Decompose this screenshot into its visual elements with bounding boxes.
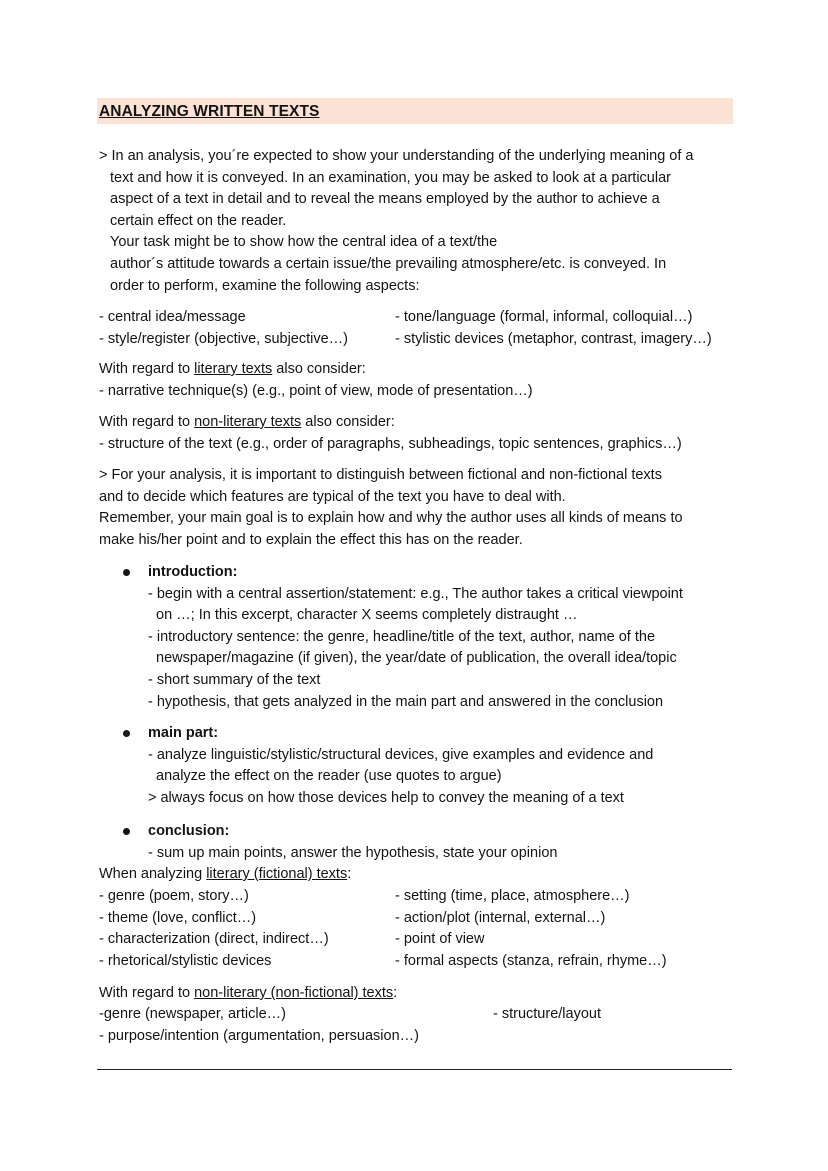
heading-line <box>99 864 739 886</box>
introduction-line: on …; In this excerpt, character X seems completely distraught … <box>156 607 578 624</box>
heading-prefix: With regard to <box>99 985 195 1001</box>
intro-line: certain effect on the reader. <box>110 212 287 229</box>
nonliterary-item: - structure of the text (e.g., order of paragraphs, subheadings, topic sentences, graphics…) <box>99 435 682 452</box>
aspect-item: - stylistic devices (metaphor, contrast, imagery…) <box>395 330 712 347</box>
distinguish-line: > For your analysis, it is important to distinguish between fictional and non-fictional texts <box>99 467 662 483</box>
aspect-item: - style/register (objective, subjective…) <box>99 330 348 347</box>
literary-fictional-list <box>99 886 739 972</box>
feature-item: - characterization (direct, indirect…) <box>99 931 329 948</box>
bullet-heading <box>99 821 739 843</box>
heading-suffix: : <box>347 866 352 882</box>
nonliterary-nonfictional-heading <box>99 983 739 1005</box>
heading-prefix: When analyzing <box>99 866 207 882</box>
heading-prefix: With regard to <box>99 414 195 430</box>
feature-row <box>99 951 739 973</box>
literary-item: - narrative technique(s) (e.g., point of view, mode of presentation…) <box>99 382 533 399</box>
introduction-section <box>99 562 739 713</box>
heading-suffix: also consider: <box>301 414 395 430</box>
introduction-line: - introductory sentence: the genre, headline/title of the text, author, name of the <box>148 628 656 645</box>
introduction-line: - short summary of the text <box>148 671 321 688</box>
bullet-icon <box>123 569 130 576</box>
introduction-line: - hypothesis, that gets analyzed in the main part and answered in the conclusion <box>148 693 664 710</box>
intro-line: author´s attitude towards a certain issue/the prevailing atmosphere/etc. is conveyed. In <box>110 255 667 272</box>
feature-item: - theme (love, conflict…) <box>99 909 257 926</box>
feature-row <box>99 886 739 908</box>
distinguish-line: Remember, your main goal is to explain how and why the author uses all kinds of means to <box>99 510 683 527</box>
literary-heading <box>99 359 739 381</box>
distinguish-line: make his/her point and to explain the effect this has on the reader. <box>99 531 523 548</box>
heading-prefix: With regard to <box>99 361 195 377</box>
nonliterary-heading <box>99 412 739 434</box>
distinguish-paragraph <box>99 465 739 551</box>
intro-line: text and how it is conveyed. In an examination, you may be asked to look at a particular <box>110 169 671 186</box>
aspect-item: - tone/language (formal, informal, colloquial…) <box>395 309 693 325</box>
heading-suffix: also consider: <box>272 361 366 377</box>
bullet-icon <box>123 828 130 835</box>
page-title: ANALYZING WRITTEN TEXTS <box>99 103 320 120</box>
conclusion-label: conclusion: <box>148 823 230 839</box>
nonliterary-texts-term: non-literary texts <box>194 414 302 430</box>
main-part-line: > always focus on how those devices help to convey the meaning of a text <box>148 789 624 806</box>
literary-fictional-term: literary (fictional) texts <box>206 866 348 882</box>
main-part-line: analyze the effect on the reader (use quotes to argue) <box>156 768 502 785</box>
intro-line: Your task might be to show how the central idea of a text/the <box>110 234 498 251</box>
heading-suffix: : <box>393 985 398 1001</box>
feature-item: - purpose/intention (argumentation, persuasion…) <box>99 1027 419 1044</box>
feature-item: - point of view <box>395 931 485 948</box>
literary-fictional-heading <box>99 864 739 886</box>
intro-line: > In an analysis, you´re expected to show your understanding of the underlying meaning of a <box>99 148 694 164</box>
aspects-row <box>99 307 739 329</box>
distinguish-line: and to decide which features are typical of the text you have to deal with. <box>99 488 566 505</box>
feature-item: -genre (newspaper, article…) <box>99 1006 286 1022</box>
nonliterary-nonfictional-list <box>99 1004 739 1047</box>
introduction-line: - begin with a central assertion/statement: e.g., The author takes a critical viewpoint <box>148 585 683 602</box>
intro-line: aspect of a text in detail and to reveal the means employed by the author to achieve a <box>110 191 660 208</box>
feature-row <box>99 929 739 951</box>
feature-row <box>99 1026 739 1048</box>
intro-line: order to perform, examine the following aspects: <box>110 277 420 294</box>
literary-texts-term: literary texts <box>194 361 273 377</box>
main-part-section <box>99 723 739 809</box>
feature-item: - rhetorical/stylistic devices <box>99 952 272 969</box>
bullet-heading <box>99 562 739 584</box>
feature-item: - setting (time, place, atmosphere…) <box>395 888 630 904</box>
introduction-line: newspaper/magazine (if given), the year/date of publication, the overall idea/topic <box>156 650 677 667</box>
heading-line <box>99 983 739 1005</box>
feature-item: - formal aspects (stanza, refrain, rhyme…) <box>395 952 667 969</box>
nonliterary-section <box>99 412 739 455</box>
conclusion-line: - sum up main points, answer the hypothesis, state your opinion <box>148 844 558 861</box>
conclusion-section <box>99 821 739 864</box>
bullet-icon <box>123 730 130 737</box>
intro-paragraph <box>99 146 739 297</box>
main-part-line: - analyze linguistic/stylistic/structural devices, give examples and evidence and <box>148 746 654 763</box>
feature-item: - action/plot (internal, external…) <box>395 909 606 926</box>
aspects-row <box>99 329 739 351</box>
bullet-heading <box>99 723 739 745</box>
aspects-list <box>99 307 739 350</box>
feature-row <box>99 908 739 930</box>
introduction-label: introduction: <box>148 564 238 580</box>
feature-item: - structure/layout <box>493 1006 601 1022</box>
footer-divider <box>97 1069 732 1070</box>
feature-row <box>99 1004 739 1026</box>
feature-item: - genre (poem, story…) <box>99 888 249 904</box>
aspect-item: - central idea/message <box>99 309 246 325</box>
nonliterary-nonfictional-term: non-literary (non-fictional) texts <box>194 985 394 1001</box>
literary-section <box>99 359 739 402</box>
main-part-label: main part: <box>148 725 219 741</box>
